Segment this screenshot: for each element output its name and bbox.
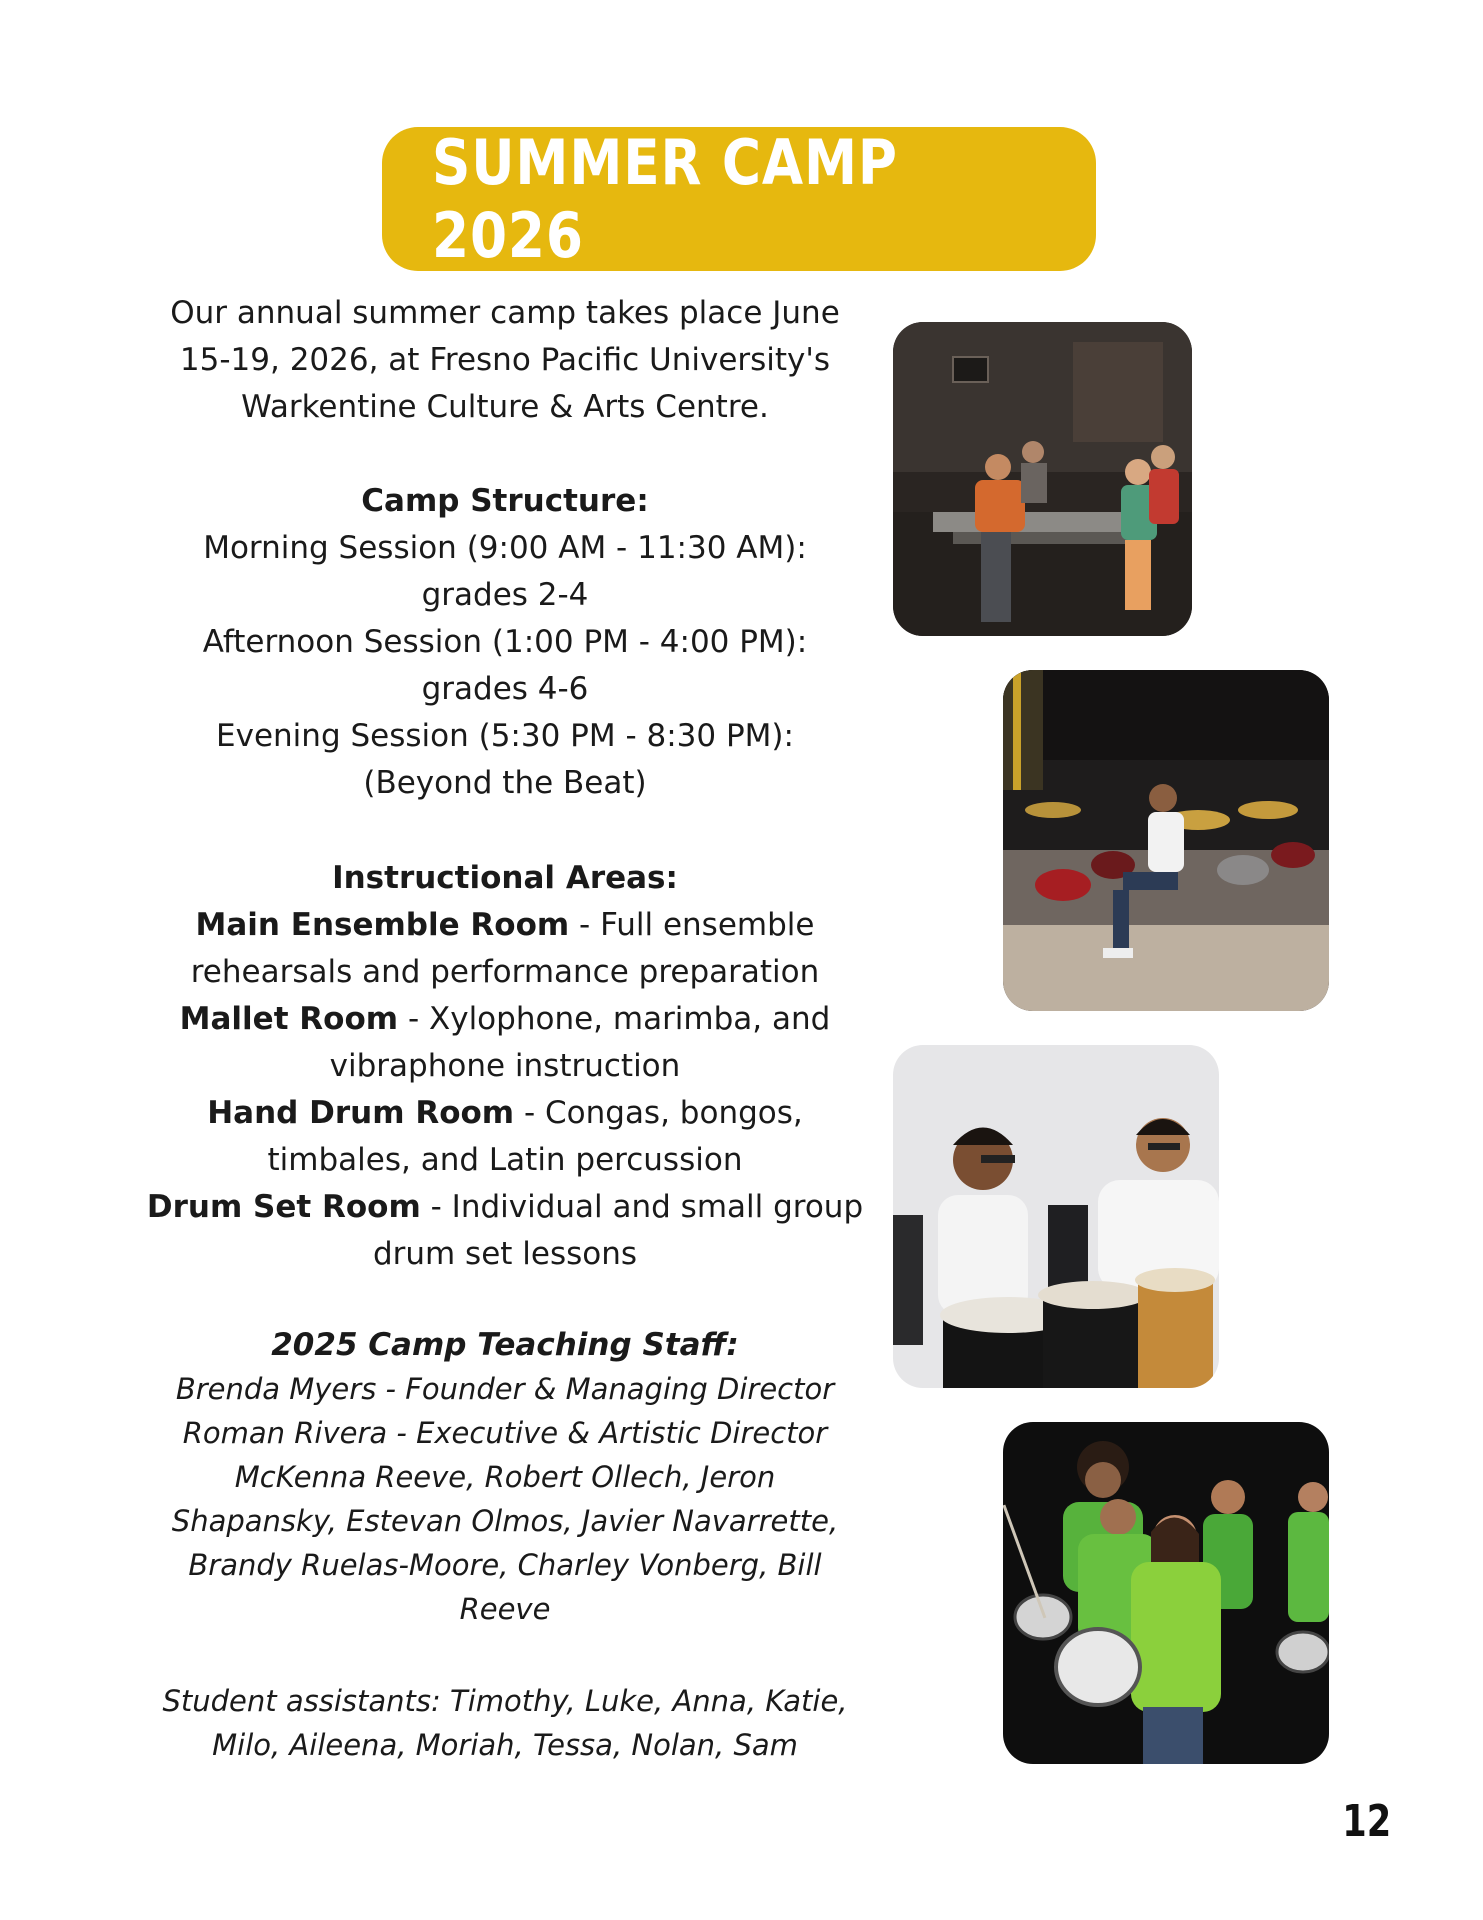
area-item — [135, 996, 875, 1043]
staff-line: McKenna Reeve, Robert Ollech, Jeron — [234, 1460, 776, 1494]
staff-line: Shapansky, Estevan Olmos, Javier Navarrette, — [171, 1504, 839, 1538]
area-desc-cont: drum set lessons — [372, 1236, 638, 1272]
camp-structure-section — [135, 478, 875, 807]
area-desc: - Xylophone, marimba, and — [398, 1001, 831, 1037]
area-item — [135, 1090, 875, 1137]
staff-line: Reeve — [459, 1592, 551, 1626]
area-desc: - Congas, bongos, — [514, 1095, 803, 1131]
hand-drum-photo — [893, 1045, 1219, 1388]
page-number: 12 — [1342, 1796, 1391, 1847]
intro-line: Our annual summer camp takes place June — [170, 295, 840, 331]
area-desc: - Full ensemble — [569, 907, 815, 943]
instructional-areas-section — [135, 855, 875, 1278]
session-line: Morning Session (9:00 AM - 11:30 AM): — [203, 530, 807, 566]
area-item — [135, 902, 875, 949]
session-line: grades 4-6 — [421, 671, 589, 707]
area-desc-cont: timbales, and Latin percussion — [267, 1142, 743, 1178]
session-line: Evening Session (5:30 PM - 8:30 PM): — [216, 718, 794, 754]
intro-paragraph — [135, 290, 875, 431]
assistants-line: Student assistants: Timothy, Luke, Anna, Katie, — [162, 1684, 848, 1718]
session-line: grades 2-4 — [421, 577, 589, 613]
area-desc: - Individual and small group — [420, 1189, 864, 1225]
staff-line: Roman Rivera - Executive & Artistic Director — [182, 1416, 828, 1450]
intro-line: Warkentine Culture & Arts Centre. — [241, 389, 769, 425]
title-banner — [382, 127, 1096, 271]
area-name: Drum Set Room — [146, 1189, 421, 1225]
area-item — [135, 1184, 875, 1231]
session-line: Afternoon Session (1:00 PM - 4:00 PM): — [202, 624, 808, 660]
staff-line: Brandy Ruelas-Moore, Charley Vonberg, Bill — [188, 1548, 822, 1582]
area-desc-cont: vibraphone instruction — [329, 1048, 681, 1084]
area-name: Main Ensemble Room — [195, 907, 570, 943]
teaching-staff-heading: 2025 Camp Teaching Staff: — [271, 1327, 739, 1363]
area-name: Mallet Room — [179, 1001, 399, 1037]
instructional-areas-heading: Instructional Areas: — [332, 860, 678, 896]
area-desc-cont: rehearsals and performance preparation — [190, 954, 820, 990]
performance-photo — [1003, 1422, 1329, 1764]
session-line: (Beyond the Beat) — [363, 765, 647, 801]
mallet-class-photo — [893, 322, 1192, 636]
area-name: Hand Drum Room — [207, 1095, 515, 1131]
intro-line: 15-19, 2026, at Fresno Pacific University's — [179, 342, 831, 378]
drum-set-room-photo — [1003, 670, 1329, 1011]
assistants-line: Milo, Aileena, Moriah, Tessa, Nolan, Sam — [212, 1728, 798, 1762]
teaching-staff-section — [135, 1323, 875, 1631]
student-assistants — [135, 1679, 875, 1767]
camp-structure-heading: Camp Structure: — [361, 483, 649, 519]
staff-line: Brenda Myers - Founder & Managing Director — [175, 1372, 835, 1406]
page-title: SUMMER CAMP 2026 — [431, 126, 898, 272]
